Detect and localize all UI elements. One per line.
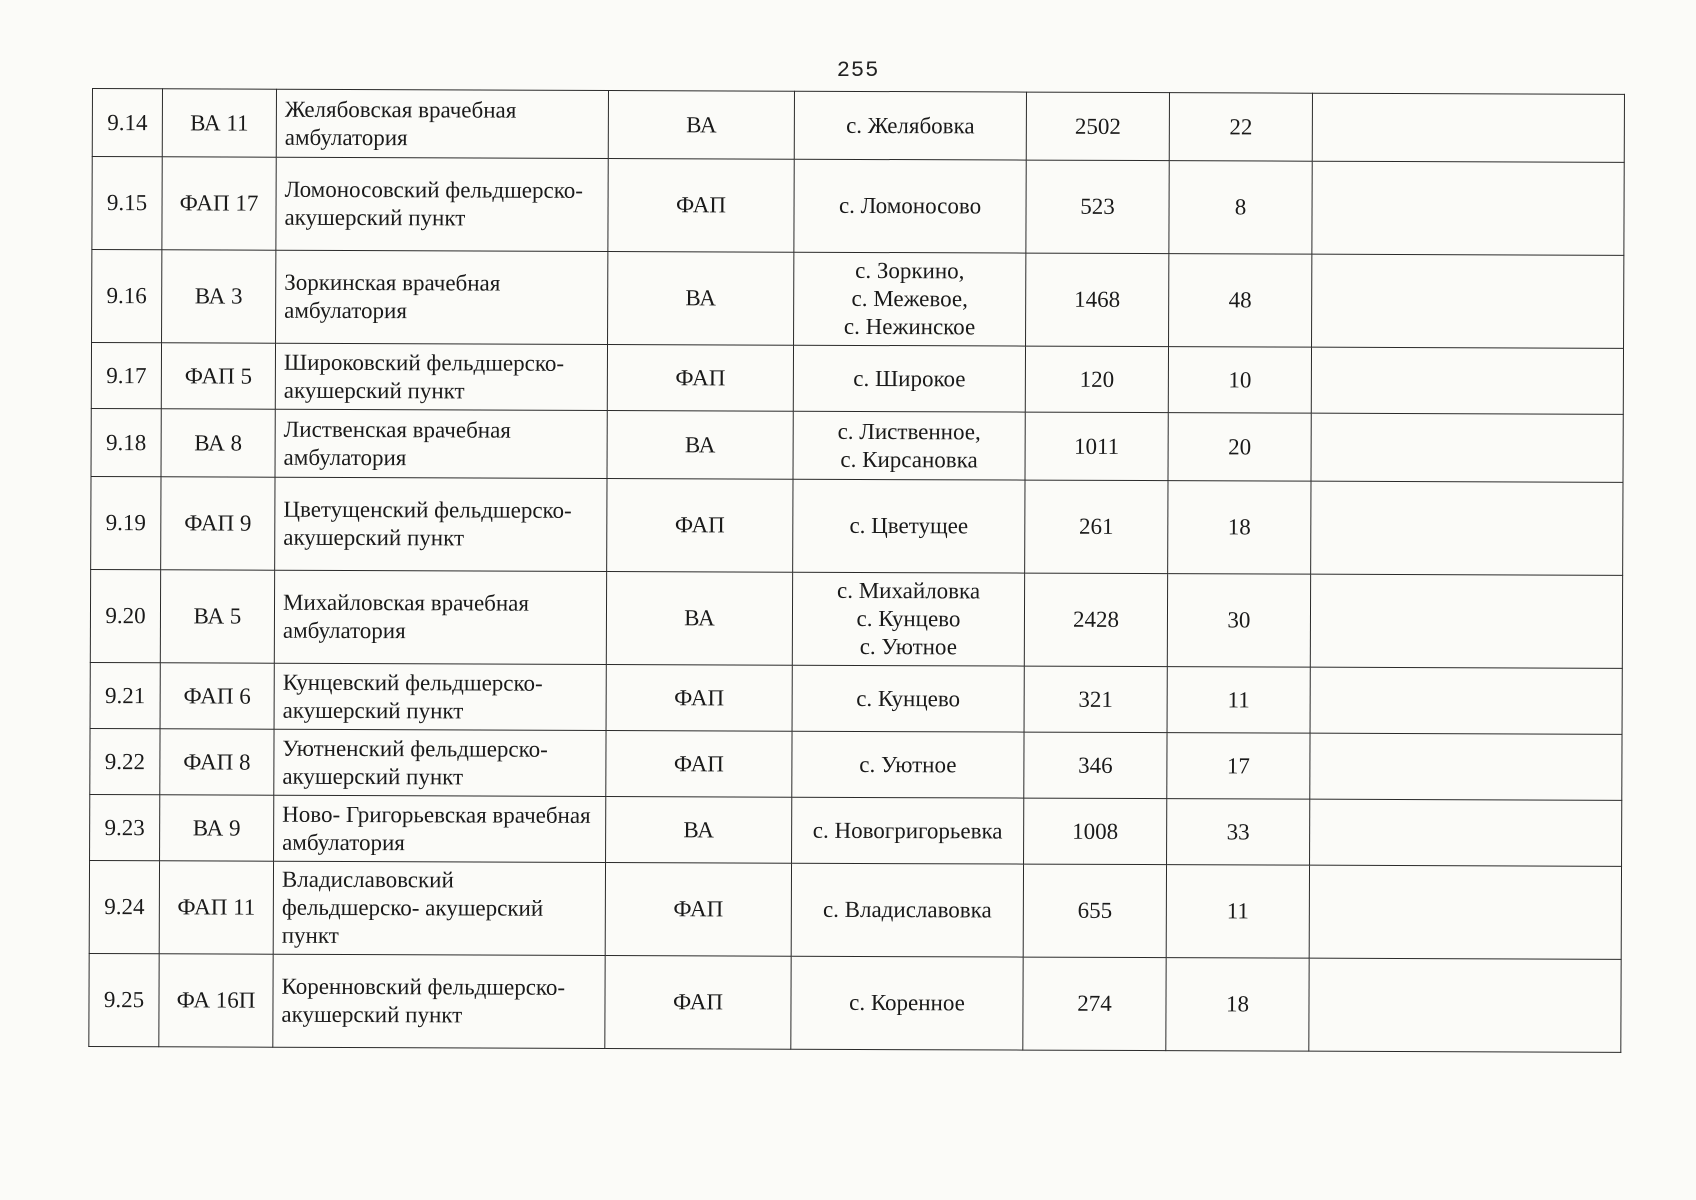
locations-cell bbox=[794, 91, 1026, 160]
facility-type-cell: ФАП bbox=[607, 478, 793, 572]
row-number-cell: 9.16 bbox=[92, 250, 162, 343]
facility-code-cell: ФАП 5 bbox=[161, 343, 275, 409]
locations-cell bbox=[793, 345, 1025, 412]
distance-cell: 30 bbox=[1167, 574, 1310, 668]
row-number-cell: 9.20 bbox=[90, 569, 160, 662]
facility-name-cell: Уютненский фельдшерско-акушерский пункт bbox=[274, 729, 606, 796]
location-line: с. Михайловка bbox=[836, 577, 981, 604]
population-cell: 1011 bbox=[1025, 412, 1168, 481]
facility-name-cell: Желябовская врачебная амбулатория bbox=[276, 89, 608, 158]
note-cell bbox=[1311, 347, 1623, 414]
distance-cell: 33 bbox=[1167, 799, 1310, 866]
locations-cell bbox=[794, 252, 1026, 346]
table-row bbox=[89, 953, 1621, 1052]
locations-cell bbox=[791, 863, 1023, 957]
facility-name-cell: Лиственская врачебная амбулатория bbox=[275, 409, 607, 478]
facility-type-cell: ВА bbox=[608, 251, 794, 345]
location-line: с. Межевое, bbox=[851, 285, 968, 312]
facility-code-cell: ВА 5 bbox=[160, 570, 274, 663]
facility-type-cell: ФАП bbox=[608, 158, 794, 252]
table-row bbox=[91, 343, 1623, 415]
location-line: с. Кунцево bbox=[856, 605, 961, 632]
facility-table bbox=[88, 88, 1625, 1053]
facility-type-cell: ВА bbox=[606, 796, 792, 863]
facility-type-cell: ВА bbox=[606, 571, 792, 665]
distance-cell: 17 bbox=[1167, 733, 1310, 800]
table-row bbox=[91, 476, 1623, 575]
row-number-cell: 9.25 bbox=[89, 953, 159, 1046]
location-line: с. Цветущее bbox=[849, 512, 969, 539]
note-cell bbox=[1310, 733, 1622, 800]
row-number-cell: 9.17 bbox=[91, 343, 161, 409]
row-number-cell: 9.14 bbox=[92, 89, 162, 157]
facility-type-cell: ВА bbox=[608, 90, 794, 159]
note-cell bbox=[1310, 574, 1622, 668]
facility-name-cell: Цветущенский фельдшерско- акушерский пункт bbox=[275, 477, 607, 571]
note-cell bbox=[1309, 865, 1621, 959]
facility-name-cell: Коренновский фельдшерско- акушерский пункт bbox=[273, 954, 605, 1048]
locations-cell bbox=[793, 479, 1025, 573]
facility-type-cell: ФАП bbox=[606, 730, 792, 797]
facility-name-cell: Кунцевский фельдшерско-акушерский пункт bbox=[274, 663, 606, 730]
locations-cell bbox=[791, 956, 1023, 1050]
location-line: с. Широкое bbox=[853, 365, 966, 391]
table-row bbox=[90, 662, 1622, 734]
note-cell bbox=[1309, 958, 1621, 1052]
distance-cell: 22 bbox=[1169, 93, 1312, 162]
location-line: с. Зоркино, bbox=[855, 257, 965, 284]
facility-code-cell: ФАП 6 bbox=[160, 663, 274, 729]
population-cell: 1008 bbox=[1024, 798, 1167, 865]
distance-cell: 18 bbox=[1168, 481, 1311, 575]
location-line: с. Уютное bbox=[859, 751, 957, 777]
note-cell bbox=[1311, 413, 1623, 482]
location-line: с. Ломоносово bbox=[838, 192, 982, 219]
population-cell: 346 bbox=[1024, 732, 1167, 799]
population-cell: 1468 bbox=[1026, 253, 1169, 347]
facility-type-cell: ФАП bbox=[607, 344, 793, 411]
row-number-cell: 9.18 bbox=[91, 408, 161, 476]
facility-code-cell: ВА 3 bbox=[162, 250, 276, 343]
row-number-cell: 9.15 bbox=[92, 157, 162, 250]
table-row bbox=[90, 728, 1622, 800]
distance-cell: 11 bbox=[1166, 865, 1309, 959]
distance-cell: 11 bbox=[1167, 667, 1310, 734]
distance-cell: 18 bbox=[1166, 958, 1309, 1052]
population-cell: 120 bbox=[1025, 346, 1168, 413]
note-cell bbox=[1311, 481, 1623, 575]
location-line: с. Кирсановка bbox=[840, 446, 978, 472]
facility-code-cell: ВА 11 bbox=[162, 89, 276, 157]
page-number: 255 bbox=[836, 58, 880, 83]
location-line: с. Кунцево bbox=[856, 685, 961, 711]
table-row bbox=[89, 860, 1621, 959]
facility-code-cell: ФАП 11 bbox=[159, 861, 273, 954]
table-row bbox=[92, 250, 1624, 349]
location-line: с. Лиственное, bbox=[837, 418, 981, 444]
table-row bbox=[90, 569, 1622, 668]
population-cell: 2428 bbox=[1024, 573, 1167, 667]
facility-code-cell: ФАП 8 bbox=[160, 729, 274, 795]
facility-name-cell: Владиславовский фельдшерско- акушерский пункт bbox=[273, 861, 605, 955]
facility-code-cell: ФА 16П bbox=[159, 954, 273, 1047]
note-cell bbox=[1312, 161, 1624, 255]
row-number-cell: 9.22 bbox=[90, 728, 160, 794]
location-line: с. Владиславовка bbox=[822, 896, 992, 923]
row-number-cell: 9.21 bbox=[90, 662, 160, 728]
facility-name-cell: Ломоносовский фельдшерско- акушерский пункт bbox=[276, 157, 608, 251]
row-number-cell: 9.19 bbox=[91, 476, 161, 569]
distance-cell: 8 bbox=[1169, 161, 1312, 255]
table-row bbox=[91, 408, 1623, 482]
note-cell bbox=[1310, 799, 1622, 866]
note-cell bbox=[1312, 93, 1624, 162]
locations-cell bbox=[792, 665, 1024, 732]
distance-cell: 20 bbox=[1168, 413, 1311, 482]
facility-code-cell: ФАП 17 bbox=[162, 157, 276, 250]
facility-type-cell: ФАП bbox=[606, 664, 792, 731]
facility-code-cell: ВА 9 bbox=[160, 795, 274, 861]
population-cell: 655 bbox=[1023, 864, 1166, 958]
population-cell: 274 bbox=[1023, 957, 1166, 1051]
distance-cell: 48 bbox=[1169, 254, 1312, 348]
facility-name-cell: Михайловская врачебная амбулатория bbox=[274, 570, 606, 664]
population-cell: 261 bbox=[1025, 480, 1168, 574]
population-cell: 321 bbox=[1024, 666, 1167, 733]
location-line: с. Коренное bbox=[849, 989, 965, 1016]
locations-cell bbox=[792, 731, 1024, 798]
row-number-cell: 9.24 bbox=[89, 860, 159, 953]
location-line: с. Новогригорьевка bbox=[812, 817, 1003, 844]
facility-type-cell: ФАП bbox=[605, 955, 791, 1049]
table-body bbox=[89, 89, 1625, 1053]
facility-name-cell: Ново- Григорьевская врачебная амбулатория bbox=[274, 795, 606, 862]
locations-cell bbox=[793, 411, 1025, 480]
facility-name-cell: Зоркинская врачебная амбулатория bbox=[276, 250, 608, 344]
population-cell: 2502 bbox=[1026, 92, 1169, 161]
location-line: с. Уютное bbox=[859, 633, 958, 660]
population-cell: 523 bbox=[1026, 160, 1169, 254]
distance-cell: 10 bbox=[1168, 347, 1311, 414]
facility-type-cell: ВА bbox=[607, 410, 793, 479]
table-row bbox=[92, 89, 1624, 163]
location-line: с. Нежинское bbox=[843, 313, 976, 340]
facility-code-cell: ВА 8 bbox=[161, 409, 275, 477]
table-row bbox=[92, 157, 1624, 256]
facility-type-cell: ФАП bbox=[605, 862, 791, 956]
location-line: с. Желябовка bbox=[846, 112, 975, 138]
row-number-cell: 9.23 bbox=[90, 794, 160, 860]
locations-cell bbox=[792, 797, 1024, 864]
table-row bbox=[90, 794, 1622, 866]
note-cell bbox=[1312, 254, 1624, 348]
note-cell bbox=[1310, 667, 1622, 734]
facility-name-cell: Широковский фельдшерско-акушерский пункт bbox=[275, 343, 607, 410]
locations-cell bbox=[792, 572, 1024, 666]
locations-cell bbox=[794, 159, 1026, 253]
facility-code-cell: ФАП 9 bbox=[161, 477, 275, 570]
